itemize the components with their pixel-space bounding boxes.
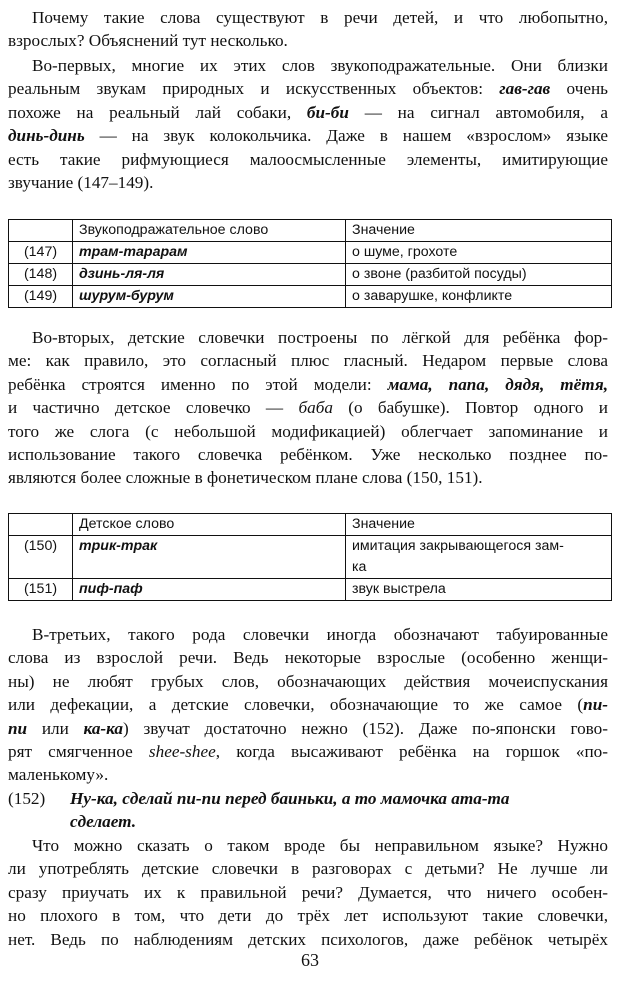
row-number: (147): [9, 242, 73, 264]
example-word: би-би: [306, 102, 349, 122]
row-word: трик-трак: [73, 536, 346, 579]
text-line: маленькому».: [8, 765, 109, 785]
row-meaning: о заварушке, конфликте: [346, 286, 612, 308]
page-number: 63: [301, 950, 319, 970]
row-word: трам-тарарам: [73, 242, 346, 264]
row-word: шурум-бурум: [73, 286, 346, 308]
table-row: [9, 536, 612, 579]
example-number: (152): [8, 789, 46, 808]
example-word: гав-гав: [499, 79, 551, 99]
paragraph-intro: [8, 6, 608, 53]
table-row: [9, 242, 612, 264]
table-header-row: [9, 220, 612, 242]
row-word: пиф-паф: [73, 579, 346, 601]
table-row: [9, 264, 612, 286]
text-line: звучание (147–149).: [8, 173, 154, 193]
text-line: ребёнка строятся именно по этой модели: мама, папа, дядя, тётя,: [8, 374, 608, 394]
text-line: или дефекации, а детские словечки, обозначающие то же самое (пи-: [8, 695, 608, 715]
text-line: В-третьих, такого рода словечки иногда обозначают табуированные: [32, 625, 608, 644]
table-header: [9, 220, 73, 242]
row-meaning: имитация закрывающегося зам- ка: [346, 536, 612, 579]
text-line: рят смягченное shee-shee, когда высаживают ребёнка на горшок «по-: [8, 742, 608, 762]
text-line: пи или ка-ка) звучат достаточно нежно (152). Даже по-японски гово-: [8, 718, 608, 738]
text-line: динь-динь — на звук колокольчика. Даже в нашем «взрослом» языке: [8, 126, 608, 146]
text-line: похоже на реальный лай собаки, би-би — на сигнал автомобиля, а: [8, 102, 608, 122]
row-number: (149): [9, 286, 73, 308]
paragraph-third-reason: [8, 623, 608, 787]
text-line: и частично детское словечко — баба (о бабушке). Повтор одного и: [8, 398, 608, 418]
example-text: сделает.: [70, 812, 137, 832]
text-line: являются более сложные в фонетическом плане слова (150, 151).: [8, 468, 483, 488]
paragraph-second-reason: [8, 326, 608, 490]
table-header: [9, 514, 73, 536]
table-header-row: [9, 514, 612, 536]
text-line: использование такого словечка ребёнком. Уже несколько позднее по-: [8, 445, 608, 465]
child-words-table: [8, 513, 612, 601]
text-line: взрослых? Объяснений тут несколько.: [8, 31, 288, 51]
text-line: ли употреблять детские словечки в разговорах с детьми? Не лучше ли: [8, 859, 608, 879]
text-line: ме: как правило, это согласный плюс гласный. Недаром первые слова: [8, 351, 608, 371]
text-line: ны) не любят грубых слов, обозначающих действия мочеиспускания: [8, 671, 608, 691]
example-word: баба: [298, 398, 333, 418]
table-header: Звукоподражательное слово: [73, 220, 346, 242]
text-line: слова из взрослой речи. Ведь некоторые взрослые (особенно женщи-: [8, 648, 608, 668]
table-row: [9, 286, 612, 308]
table-row: [9, 579, 612, 601]
text-line: но плохого в том, что дети до трёх лет используют такие словечки,: [8, 906, 608, 926]
text-line: Во-первых, многие их этих слов звукоподражательные. Они близки: [32, 56, 608, 75]
table-header: Детское слово: [73, 514, 346, 536]
row-number: (150): [9, 536, 73, 579]
example-152: [8, 787, 608, 834]
example-word: динь-динь: [8, 126, 85, 146]
row-meaning: о шуме, грохоте: [346, 242, 612, 264]
example-line: [8, 810, 608, 833]
text-line: Почему такие слова существуют в речи детей, и что любопытно,: [32, 8, 608, 27]
example-line: [8, 787, 608, 810]
example-text: Ну-ка, сделай пи-пи перед баиньки, а то мамочка ата-та: [70, 789, 510, 808]
row-word: дзинь-ля-ля: [73, 264, 346, 286]
text-line: Что можно сказать о таком вроде бы неправильном языке? Нужно: [32, 836, 608, 855]
row-number: (148): [9, 264, 73, 286]
row-meaning: о звоне (разбитой посуды): [346, 264, 612, 286]
row-number: (151): [9, 579, 73, 601]
table-header: Значение: [346, 514, 612, 536]
text-line: Во-вторых, детские словечки построены по лёгкой для ребёнка фор-: [32, 328, 608, 347]
paragraph-first-reason: [8, 54, 608, 194]
text-line: реальным звукам природных и искусственных объектов: гав-гав очень: [8, 79, 609, 99]
row-meaning: звук выстрела: [346, 579, 612, 601]
text-line: сразу приучать их к правильной речи? Думается, что ничего особен-: [8, 882, 608, 902]
table-header: Значение: [346, 220, 612, 242]
example-words: мама, папа, дядя, тётя,: [387, 374, 608, 394]
text-line: есть такие рифмующиеся малоосмысленные элементы, имитирующие: [8, 149, 608, 169]
onomatopoeia-table: [8, 219, 612, 308]
paragraph-conclusion: [8, 834, 608, 951]
text-line: того же слога (с небольшой модификацией) облегчает запоминание и: [8, 421, 608, 441]
text-line: нет. Ведь по наблюдениям детских психологов, даже ребёнок четырёх: [8, 929, 608, 949]
